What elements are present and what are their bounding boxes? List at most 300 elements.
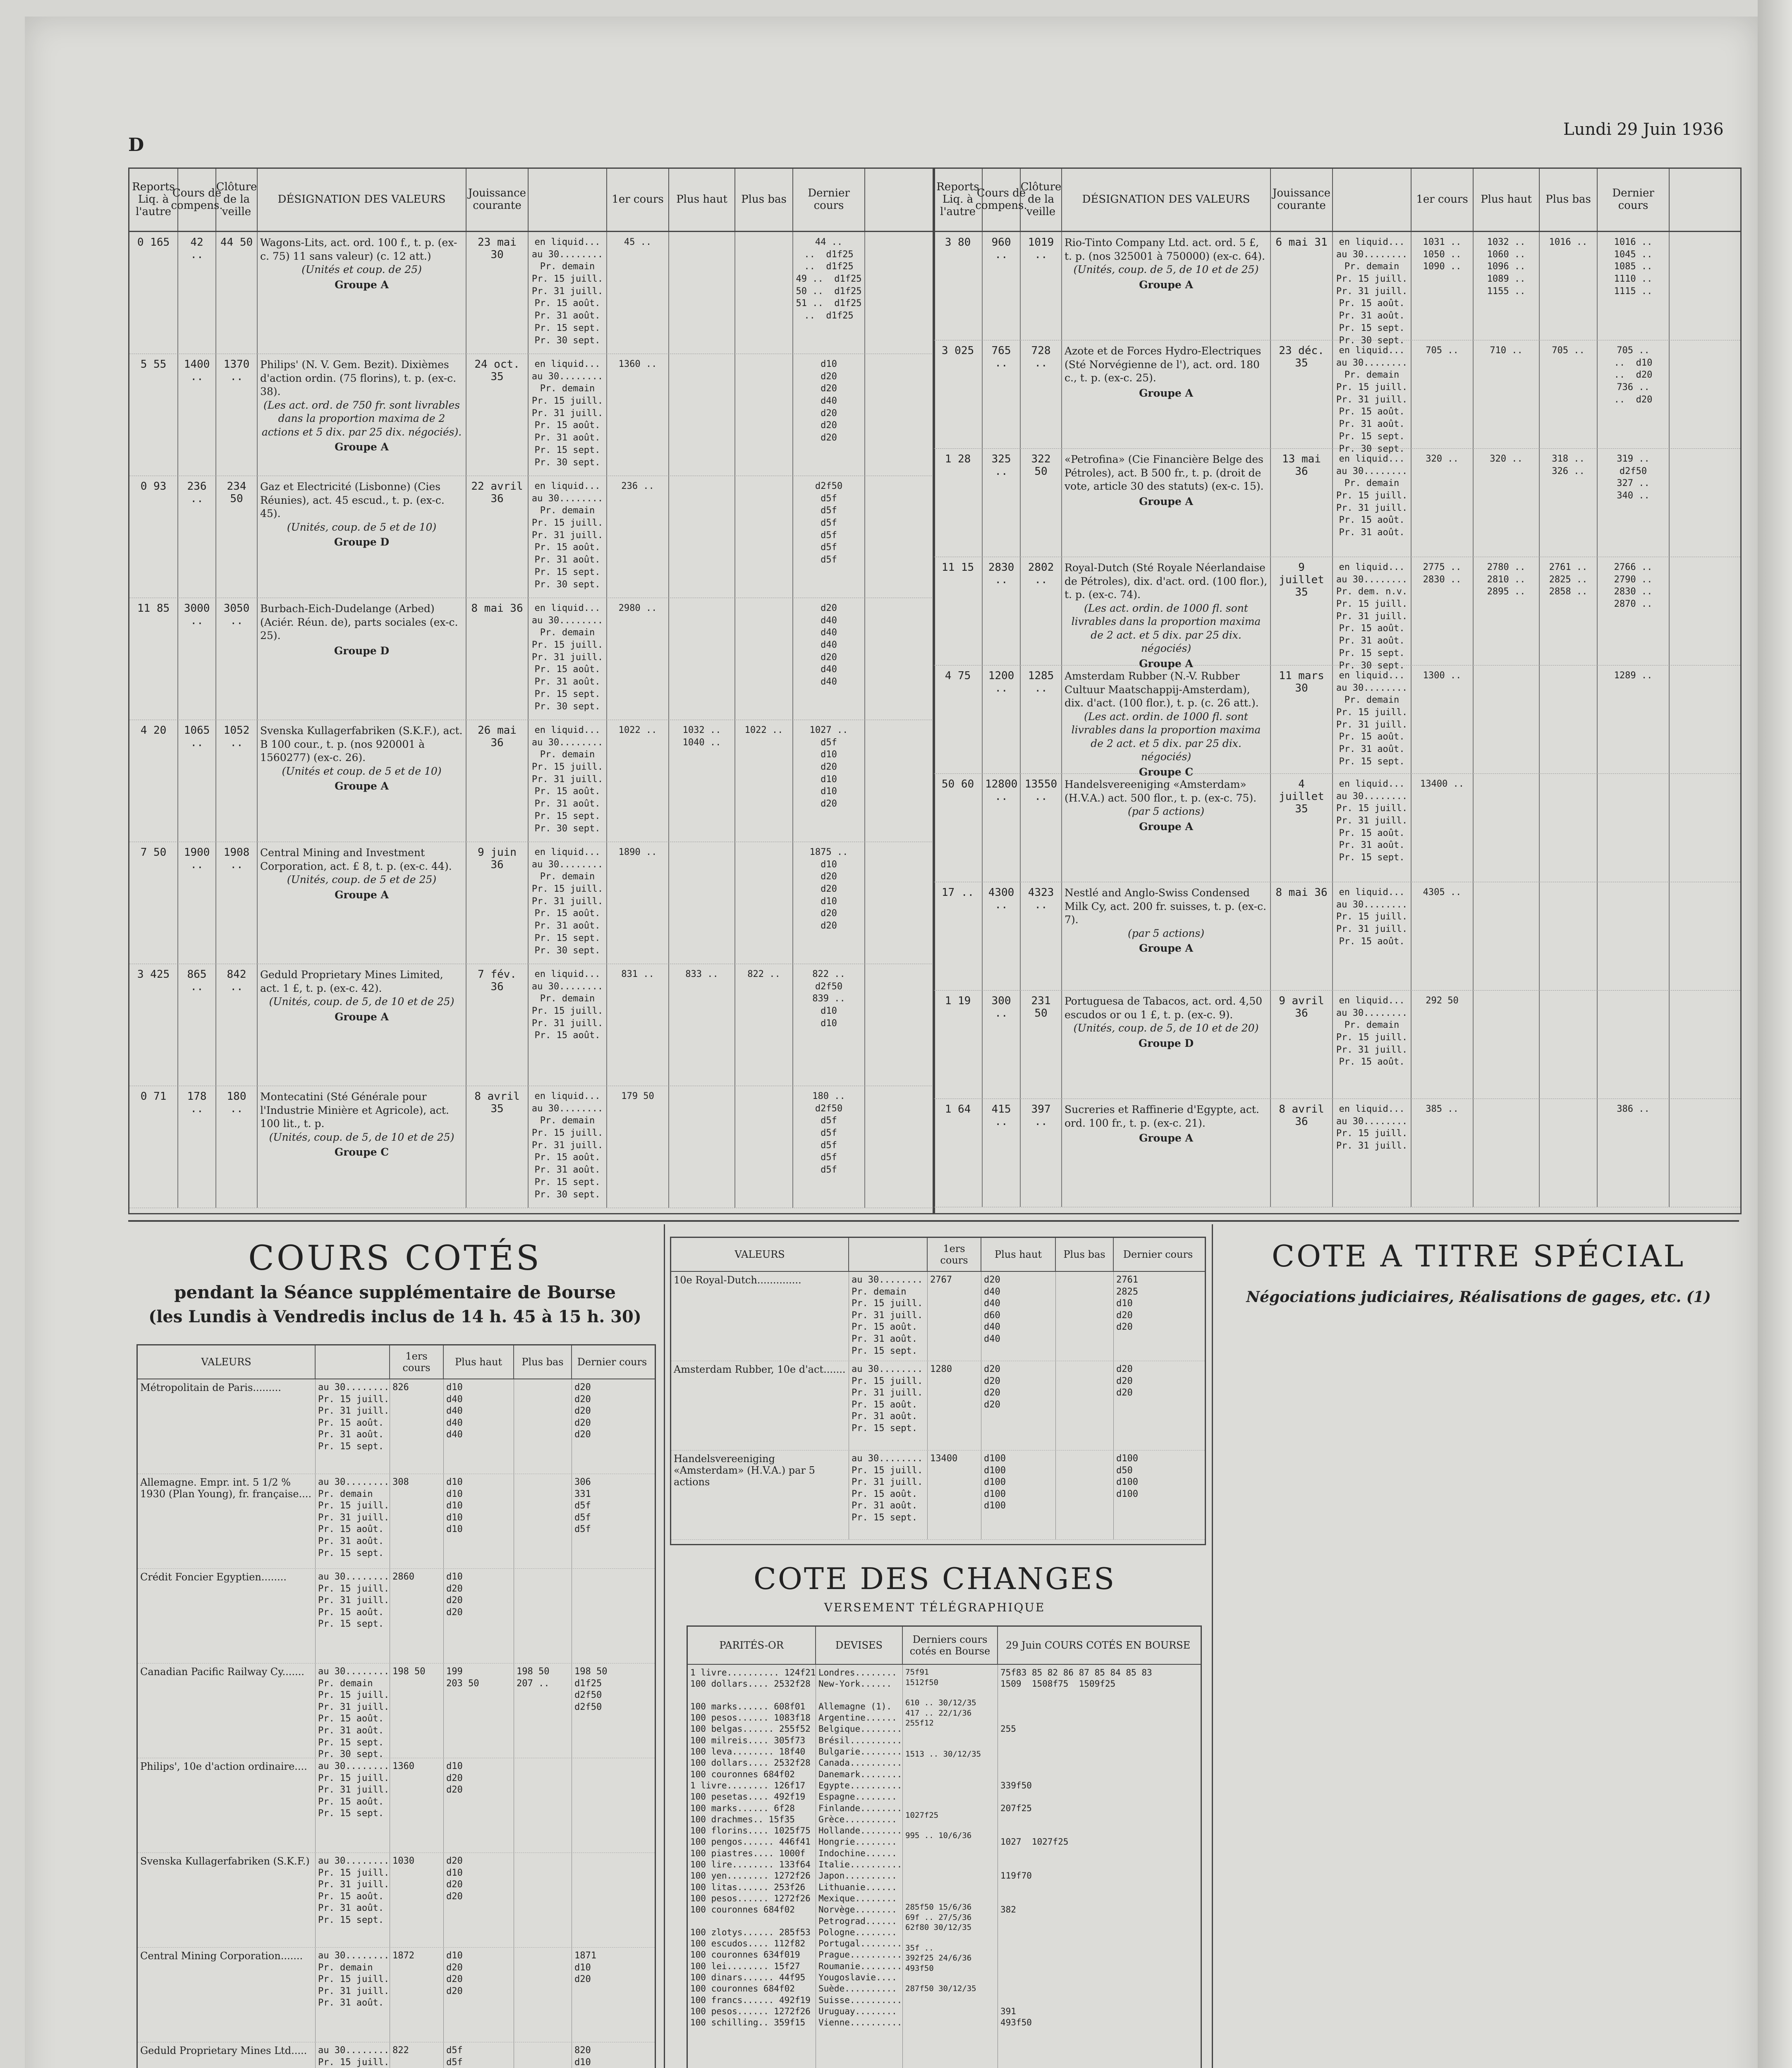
security-row: [934, 1099, 1740, 1207]
cell-haut: 1032 .. 1040 ..: [669, 720, 735, 842]
cell-dernier: 820 d10: [574, 2045, 591, 2068]
cell-cloture: 1019 ..: [1021, 232, 1062, 340]
main-table-left: [128, 168, 935, 1214]
column-header: Plus bas: [1540, 169, 1598, 231]
security-note: (Les act. ordin. de 1000 fl. sont livrables dans la proportion maxima de 2 act. et 5 dix. par 25 dix. négociés): [1071, 602, 1261, 654]
column-header: Plus haut: [669, 169, 735, 231]
security-group: Groupe D: [334, 536, 390, 548]
cell-dernier: 705 .. .. d10 .. d20 736 .. .. d20: [1598, 340, 1670, 448]
cell-first: 4305 ..: [1412, 882, 1474, 990]
cell-bas: [1056, 1450, 1114, 1539]
cell-first: 831 ..: [607, 964, 669, 1086]
changes-header-devises: DEVISES: [816, 1627, 903, 1664]
cell-jouis: 8 mai 36: [1271, 882, 1333, 990]
main-table-left-header: [129, 169, 934, 232]
cell-report: 4 20: [129, 720, 178, 842]
column-header: Cours de compens.: [983, 169, 1021, 231]
security-designation: [1062, 774, 1271, 882]
cell-compens: 415 ..: [983, 1099, 1021, 1207]
security-designation: [258, 720, 467, 842]
cours-cotes-table: [136, 1344, 656, 2068]
cell-first: 2767: [928, 1272, 981, 1361]
column-header: [316, 1345, 390, 1379]
security-group: Groupe A: [1139, 942, 1193, 954]
changes-parites: 1 livre.......... 124f21 100 dollars.... 2532f28 100 marks...... 608f01 100 pesos...... 1083f18 100 belgas...... 255f52 100 milreis.... 305f73 100 leva........ 18f40 100 dollars.... 2532f28 100 couronnes 684f02 1 livre........ 126f17 100 pesetas.... 492f19 100 marks...... 6f28 100 drachmes.. 15f35 100 florins.... 1025f75 100 pengos...... 446f41 100 piastres.... 1000f 100 lire........ 133f64 100 yen........ 1272f26 100 litas...... 253f26 100 pesos...... 1272f26 100 couronnes 684f02 100 zlotys...... 285f53 100 escudos.... 112f82 100 couronnes 634f019 100 lei........ 15f27 100 dinars...... 44f95 100 couronnes 684f02 100 francs...... 492f19 100 pesos...... 1272f26 100 schilling.. 359f15: [688, 1665, 816, 2068]
titre-special-title: COTE A TITRE SPÉCIAL: [1271, 1239, 1686, 1273]
quote-row: [138, 1758, 655, 1853]
cell-bas: [735, 476, 793, 598]
cell-terms: au 30........ Pr. 15 juill. Pr. 31 juill. Pr. 15 août. Pr. 31 août. Pr. 15 sept.: [316, 1853, 390, 1947]
cell-dernier: 822 .. d2f50 839 .. d10 d10: [793, 964, 865, 1086]
cell-haut: 833 ..: [669, 964, 735, 1086]
cell-jouis: 26 mai 36: [467, 720, 529, 842]
cell-bas: [735, 354, 793, 476]
cell-haut: d5f d5f: [444, 2042, 514, 2068]
main-table-right-header: [934, 169, 1740, 232]
security-name: Nestlé and Anglo-Swiss Condensed Milk Cy, act. 200 fr. suisses, t. p. (ex-c. 7).: [1065, 887, 1266, 926]
cell-first: 236 ..: [607, 476, 669, 598]
quote-row: [138, 1474, 655, 1569]
cell-haut: 199 203 50: [444, 1663, 514, 1758]
cell-report: 11 85: [129, 598, 178, 720]
cell-terms: en liquid... au 30........ Pr. dem. n.v. Pr. 15 juill. Pr. 31 juill. Pr. 15 août. Pr. 31 août. Pr. 15 sept. Pr. 30 sept.: [1333, 557, 1412, 665]
cell-compens: 1900 ..: [178, 842, 216, 964]
security-group: Groupe A: [335, 780, 389, 792]
cell-terms: au 30........ Pr. demain Pr. 15 juill. Pr. 31 juill. Pr. 31 août.: [316, 1948, 390, 2042]
cell-terms: en liquid... au 30........ Pr. demain Pr. 15 juill. Pr. 31 juill. Pr. 15 août. Pr. 31 août. Pr. 15 sept.: [1333, 665, 1412, 773]
cell-dernier: d20 d20 d20 d20 d20: [574, 1382, 591, 1440]
quote-row: [138, 1663, 655, 1758]
security-group: Groupe C: [1139, 766, 1194, 778]
security-name: Handelsvereeniging «Amsterdam» (H.V.A.) act. 500 flor., t. p. (ex-c. 75).: [1065, 778, 1257, 804]
cell-name: Handelsvereeniging «Amsterdam» (H.V.A.) par 5 actions: [671, 1450, 849, 1539]
cell-terms: en liquid... au 30........ Pr. demain Pr. 15 juill. Pr. 31 juill. Pr. 15 août.: [529, 964, 607, 1086]
cell-first: 45 ..: [607, 232, 669, 354]
cell-haut: d20 d40 d40 d60 d40 d40: [981, 1272, 1056, 1361]
cell-compens: 2830 ..: [983, 557, 1021, 665]
column-header: 1ers cours: [390, 1345, 444, 1379]
cell-jouis: 8 mai 36: [467, 598, 529, 720]
cell-haut: d10 d20 d20: [444, 1758, 514, 1853]
cell-terms: au 30........ Pr. demain Pr. 15 juill. Pr. 31 juill. Pr. 15 août. Pr. 31 août. Pr. 15 sept.: [316, 1474, 390, 1568]
column-header: Plus bas: [735, 169, 793, 231]
cell-bas: [1056, 1272, 1114, 1361]
column-header: Plus haut: [444, 1345, 514, 1379]
cell-cloture: 2802 ..: [1021, 557, 1062, 665]
security-group: Groupe A: [335, 1010, 389, 1023]
security-note: (Unités, coup. de 5, de 10 et de 25): [269, 996, 455, 1008]
cell-compens: 236 ..: [178, 476, 216, 598]
column-header: Plus haut: [981, 1238, 1056, 1271]
cell-compens: 1065 ..: [178, 720, 216, 842]
cell-cloture: 1908 ..: [216, 842, 258, 964]
cell-haut: [1474, 774, 1540, 882]
cell-report: 11 15: [934, 557, 983, 665]
security-name: Burbach-Eich-Dudelange (Arbed) (Aciér. Réun. de), parts sociales (ex-c. 25).: [260, 603, 458, 641]
cell-bas: 198 50 207 ..: [514, 1663, 572, 1758]
security-name: Sucreries et Raffinerie d'Egypte, act. ord. 100 fr., t. p. (ex-c. 21).: [1065, 1103, 1259, 1129]
cell-compens: 1400 ..: [178, 354, 216, 476]
cell-compens: 865 ..: [178, 964, 216, 1086]
security-designation: [258, 964, 467, 1086]
cell-bas: [514, 1853, 572, 1947]
cell-dernier: [572, 1853, 652, 1947]
cell-first: 1360: [390, 1758, 444, 1853]
cell-haut: [1474, 991, 1540, 1099]
cell-report: 17 ..: [934, 882, 983, 990]
cell-haut: 710 ..: [1474, 340, 1540, 448]
cell-name: Philips', 10e d'action ordinaire....: [138, 1758, 316, 1853]
security-note: (Unités, coup. de 5, de 10 et de 25): [1073, 263, 1259, 275]
cell-terms: en liquid... au 30........ Pr. demain Pr. 15 juill. Pr. 31 juill. Pr. 15 août. Pr. 31 août. Pr. 15 sept. Pr. 30 sept.: [529, 720, 607, 842]
column-header: VALEURS: [138, 1345, 316, 1379]
cell-dernier: d10 d20 d20 d40 d20 d20 d20: [793, 354, 865, 476]
cell-first: 1031 .. 1050 .. 1090 ..: [1412, 232, 1474, 340]
column-header: Reports Liq. à l'autre: [129, 169, 178, 231]
security-note: (par 5 actions): [1127, 805, 1205, 817]
cell-cloture: 180 ..: [216, 1086, 258, 1208]
cell-dernier: 1875 .. d10 d20 d20 d10 d20 d20: [793, 842, 865, 964]
column-header: Plus haut: [1474, 169, 1540, 231]
cell-haut: [669, 598, 735, 720]
cell-terms: en liquid... au 30........ Pr. demain Pr. 15 juill. Pr. 31 juill. Pr. 15 août. Pr. 31 août.: [1333, 449, 1412, 557]
cours-cotes-title: COURS COTÉS: [248, 1239, 542, 1278]
cell-name: Canadian Pacific Railway Cy.......: [138, 1663, 316, 1758]
cell-first: 198 50: [390, 1663, 444, 1758]
security-name: Central Mining and Investment Corporation, act. £ 8, t. p. (ex-c. 44).: [260, 847, 452, 872]
cell-first: 320 ..: [1412, 449, 1474, 557]
cell-haut: d20 d10 d20 d20: [444, 1853, 514, 1947]
cell-name: Crédit Foncier Egyptien........: [138, 1569, 316, 1663]
cell-bas: [514, 1474, 572, 1568]
cell-haut: 320 ..: [1474, 449, 1540, 557]
cell-jouis: 4 juillet 35: [1271, 774, 1333, 882]
security-row: [934, 557, 1740, 671]
cell-bas: [1056, 1361, 1114, 1450]
quote-row: [138, 1569, 655, 1663]
cell-report: 0 71: [129, 1086, 178, 1208]
column-divider-1: [664, 1224, 665, 2068]
security-designation: [1062, 449, 1271, 557]
cell-cloture: 4323 ..: [1021, 882, 1062, 990]
changes-derniers: 75f91 1512f50 610 .. 30/12/35 417 .. 22/1/36 255f12 1513 .. 30/12/35 1027f25 995 .. 10/6/36 285f50 15/6/36 69f .. 27/5/36 62f80 30/12/35 35f .. 392f25 24/6/36 493f50 287f50 30/12/35: [903, 1665, 998, 2068]
cell-haut: [669, 476, 735, 598]
cell-dernier: 1289 ..: [1598, 665, 1670, 773]
cell-haut: [669, 1086, 735, 1208]
cell-bas: 1016 ..: [1540, 232, 1598, 340]
cell-jouis: 23 mai 30: [467, 232, 529, 354]
main-table-left-body: [129, 232, 934, 1208]
cell-report: 4 75: [934, 665, 983, 773]
cell-cloture: 397 ..: [1021, 1099, 1062, 1207]
cell-report: 3 025: [934, 340, 983, 448]
cell-terms: en liquid... au 30........ Pr. demain Pr. 15 juill. Pr. 31 juill. Pr. 15 août. Pr. 31 août. Pr. 15 sept. Pr. 30 sept.: [529, 354, 607, 476]
cell-first: 1030: [390, 1853, 444, 1947]
cell-jouis: 9 juillet 35: [1271, 557, 1333, 665]
cell-report: 3 80: [934, 232, 983, 340]
column-header: Plus bas: [514, 1345, 572, 1379]
security-designation: [258, 842, 467, 964]
cell-terms: en liquid... au 30........ Pr. demain Pr. 15 juill. Pr. 31 juill. Pr. 15 août. Pr. 31 août. Pr. 15 sept. Pr. 30 sept.: [529, 232, 607, 354]
column-divider-2: [1212, 1224, 1213, 2068]
cell-jouis: 7 fév. 36: [467, 964, 529, 1086]
cell-bas: [1540, 665, 1598, 773]
cell-terms: en liquid... au 30........ Pr. demain Pr. 15 juill. Pr. 31 juill. Pr. 15 août. Pr. 31 août. Pr. 15 sept. Pr. 30 sept.: [529, 842, 607, 964]
cell-dernier: 198 50 d1f25 d2f50 d2f50: [574, 1666, 608, 1712]
security-note: (Unités, coup. de 5 et de 25): [287, 874, 437, 886]
security-designation: [1062, 340, 1271, 448]
cell-cloture: 3050 ..: [216, 598, 258, 720]
column-header: Clôture de la veille: [1021, 169, 1062, 231]
cell-report: 0 93: [129, 476, 178, 598]
cell-first: 705 ..: [1412, 340, 1474, 448]
cell-dernier: d20 d20 d20: [1116, 1364, 1133, 1398]
cell-haut: [669, 354, 735, 476]
cell-dernier: [1598, 991, 1670, 1099]
cell-dernier: 319 .. d2f50 327 .. 340 ..: [1598, 449, 1670, 557]
cell-first: 1022 ..: [607, 720, 669, 842]
cell-bas: 822 ..: [735, 964, 793, 1086]
cell-first: 292 50: [1412, 991, 1474, 1099]
security-note: (Unités et coup. de 5 et de 10): [282, 765, 442, 777]
security-designation: [1062, 557, 1271, 670]
cell-bas: 1022 ..: [735, 720, 793, 842]
cell-terms: en liquid... au 30........ Pr. demain Pr. 15 juill. Pr. 31 juill. Pr. 15 août. Pr. 31 août. Pr. 15 sept. Pr. 30 sept.: [1333, 232, 1412, 340]
cell-compens: 12800 ..: [983, 774, 1021, 882]
quote-row: [138, 1948, 655, 2042]
cours-cotes-hours: (les Lundis à Vendredis inclus de 14 h. 45 à 15 h. 30): [148, 1307, 641, 1326]
cell-haut: [669, 842, 735, 964]
cell-haut: [1474, 1099, 1540, 1207]
security-row: [129, 476, 934, 598]
cell-dernier: d2f50 d5f d5f d5f d5f d5f d5f: [793, 476, 865, 598]
security-row: [129, 354, 934, 476]
security-group: Groupe A: [1139, 1132, 1193, 1144]
column-header: [1333, 169, 1412, 231]
cell-report: 7 50: [129, 842, 178, 964]
changes-title: COTE DES CHANGES: [753, 1561, 1116, 1596]
cell-compens: 42 ..: [178, 232, 216, 354]
cell-cloture: 1370 ..: [216, 354, 258, 476]
cell-jouis: 24 oct. 35: [467, 354, 529, 476]
cell-compens: 300 ..: [983, 991, 1021, 1099]
cell-dernier: d20 d40 d40 d40 d20 d40 d40: [793, 598, 865, 720]
cell-jouis: 23 déc. 35: [1271, 340, 1333, 448]
column-header: Plus bas: [1056, 1238, 1114, 1271]
cell-terms: en liquid... au 30........ Pr. demain Pr. 15 juill. Pr. 31 juill. Pr. 15 août. Pr. 31 août. Pr. 15 sept. Pr. 30 sept.: [529, 1086, 607, 1208]
cell-cloture: 842 ..: [216, 964, 258, 1086]
cell-haut: d10 d10 d10 d10 d10: [444, 1474, 514, 1568]
security-name: Amsterdam Rubber (N.-V. Rubber Cultuur Maatschappij-Amsterdam), dix. d'act. (100 flor.), t. p. (c. 26 att.).: [1065, 670, 1259, 709]
quote-row: [138, 2042, 655, 2068]
cours-cotes-subtitle: pendant la Séance supplémentaire de Bourse: [174, 1282, 616, 1302]
cell-terms: en liquid... au 30........ Pr. demain Pr. 15 juill. Pr. 31 juill. Pr. 15 août. Pr. 31 août. Pr. 15 sept. Pr. 30 sept.: [1333, 340, 1412, 448]
security-note: (Les act. ord. de 750 fr. sont livrables dans la proportion maxima de 2 actions et 5 dix. par 25 dix. négociés).: [261, 399, 462, 438]
security-group: Groupe A: [335, 441, 389, 453]
cell-compens: 1200 ..: [983, 665, 1021, 773]
cell-dernier: 44 .. .. d1f25 .. d1f25 49 .. d1f25 50 .. d1f25 51 .. d1f25 .. d1f25: [793, 232, 865, 354]
security-row: [934, 882, 1740, 991]
column-header: Jouissance courante: [1271, 169, 1333, 231]
cell-name: Allemagne. Empr. int. 5 1/2 % 1930 (Plan Young), fr. française....: [138, 1474, 316, 1568]
column-header: Reports Liq. à l'autre: [934, 169, 983, 231]
quote-row: [138, 1379, 655, 1474]
cell-haut: [1474, 665, 1540, 773]
cell-report: 1 28: [934, 449, 983, 557]
cell-bas: [514, 1948, 572, 2042]
cours-cotes-continued-body: [671, 1272, 1205, 1540]
cell-first: 308: [390, 1474, 444, 1568]
cell-compens: 4300 ..: [983, 882, 1021, 990]
cell-jouis: 13 mai 36: [1271, 449, 1333, 557]
changes-cours29: 75f83 85 82 86 87 85 84 85 83 1509 1508f75 1509f25 255 339f50 207f25 1027 1027f25 119f70 382 391 493f50: [1000, 1668, 1152, 2028]
changes-header-cours: 29 Juin COURS COTÉS EN BOURSE: [1005, 1640, 1191, 1651]
cell-dernier: [1598, 774, 1670, 882]
cell-bas: [1540, 1099, 1598, 1207]
column-header: [529, 169, 607, 231]
cell-bas: [735, 598, 793, 720]
cell-cloture: 234 50: [216, 476, 258, 598]
security-note: (Unités, coup. de 5, de 10 et de 25): [269, 1131, 455, 1143]
changes-subtitle: VERSEMENT TÉLÉGRAPHIQUE: [824, 1601, 1046, 1614]
cell-dernier: 2766 .. 2790 .. 2830 .. 2870 ..: [1598, 557, 1670, 665]
cell-name: Svenska Kullagerfabriken (S.K.F.): [138, 1853, 316, 1947]
quote-row: [138, 1853, 655, 1948]
cell-first: 2980 ..: [607, 598, 669, 720]
cours-cotes-body: [138, 1379, 655, 2068]
cell-terms: en liquid... au 30........ Pr. demain Pr. 15 juill. Pr. 31 juill. Pr. 15 août.: [1333, 991, 1412, 1099]
column-header: DÉSIGNATION DES VALEURS: [1062, 169, 1271, 231]
cell-haut: d10 d40 d40 d40 d40: [444, 1379, 514, 1474]
security-note: (Les act. ordin. de 1000 fl. sont livrables dans la proportion maxima de 2 act. et 5 dix. par 25 dix. négociés): [1071, 710, 1261, 763]
cell-name: Central Mining Corporation.......: [138, 1948, 316, 2042]
cell-terms: au 30........ Pr. 15 juill. Pr. 31 juill. Pr. 15 août. Pr. 31 août. Pr. 15 sept.: [849, 1450, 928, 1539]
cell-bas: 318 .. 326 ..: [1540, 449, 1598, 557]
column-header: DÉSIGNATION DES VALEURS: [258, 169, 467, 231]
security-designation: [1062, 882, 1271, 990]
cell-compens: 960 ..: [983, 232, 1021, 340]
cell-haut: [1474, 882, 1540, 990]
security-row: [934, 232, 1740, 346]
security-group: Groupe A: [1139, 820, 1193, 833]
cell-jouis: 8 avril 36: [1271, 1099, 1333, 1207]
cell-cloture: 1052 ..: [216, 720, 258, 842]
security-designation: [258, 598, 467, 720]
cell-bas: [735, 1086, 793, 1208]
cell-bas: [1540, 882, 1598, 990]
cell-first: 826: [390, 1379, 444, 1474]
quote-row: [671, 1272, 1205, 1361]
security-note: (Unités et coup. de 25): [301, 263, 422, 275]
cell-first: 822: [390, 2042, 444, 2068]
cell-compens: 325 ..: [983, 449, 1021, 557]
section-divider: [128, 1220, 1739, 1222]
cell-jouis: 9 juin 36: [467, 842, 529, 964]
column-header: Clôture de la veille: [216, 169, 258, 231]
cell-report: 50 60: [934, 774, 983, 882]
cell-terms: au 30........ Pr. 15 juill.: [316, 2042, 390, 2068]
cell-terms: en liquid... au 30........ Pr. 15 juill. Pr. 31 juill.: [1333, 1099, 1412, 1207]
cell-report: 0 165: [129, 232, 178, 354]
column-header: Dernier cours: [793, 169, 865, 231]
security-name: Montecatini (Sté Générale pour l'Industrie Minière et Agricole), act. 100 lit., t. p.: [260, 1091, 449, 1130]
cell-haut: 2780 .. 2810 .. 2895 ..: [1474, 557, 1540, 665]
security-name: Philips' (N. V. Gem. Bezit). Dixièmes d'action ordin. (75 florins), t. p. (ex-c. 38).: [260, 359, 457, 397]
changes-body: [688, 1665, 1201, 2068]
cell-report: 5 55: [129, 354, 178, 476]
cell-haut: d10 d20 d20 d20: [444, 1569, 514, 1663]
cell-dernier: 1016 .. 1045 .. 1085 .. 1110 .. 1115 ..: [1598, 232, 1670, 340]
column-header: Cours de compens.: [178, 169, 216, 231]
column-header: Jouissance courante: [467, 169, 529, 231]
security-note: (Unités, coup. de 5 et de 10): [287, 521, 437, 533]
cell-terms: au 30........ Pr. 15 juill. Pr. 31 juill. Pr. 15 août. Pr. 15 sept.: [316, 1569, 390, 1663]
cell-terms: au 30........ Pr. demain Pr. 15 juill. Pr. 31 juill. Pr. 15 août. Pr. 31 août. Pr. 15 sept. Pr. 30 sept.: [316, 1663, 390, 1758]
cell-first: 1280: [928, 1361, 981, 1450]
cell-bas: [735, 232, 793, 354]
security-group: Groupe D: [334, 644, 390, 657]
cell-terms: en liquid... au 30........ Pr. demain Pr. 15 juill. Pr. 31 juill. Pr. 15 août. Pr. 31 août. Pr. 15 sept. Pr. 30 sept.: [529, 476, 607, 598]
cell-cloture: 728 ..: [1021, 340, 1062, 448]
cell-jouis: 22 avril 36: [467, 476, 529, 598]
cell-bas: 2761 .. 2825 .. 2858 ..: [1540, 557, 1598, 665]
cell-dernier: 306 331 d5f d5f d5f: [574, 1477, 591, 1535]
page-edge: [1758, 0, 1792, 2068]
cell-compens: 765 ..: [983, 340, 1021, 448]
security-designation: [1062, 1099, 1271, 1207]
cell-bas: [1540, 774, 1598, 882]
security-row: [934, 449, 1740, 557]
cell-report: 1 19: [934, 991, 983, 1099]
cell-terms: en liquid... au 30........ Pr. demain Pr. 15 juill. Pr. 31 juill. Pr. 15 août. Pr. 31 août. Pr. 15 sept. Pr. 30 sept.: [529, 598, 607, 720]
cell-name: Geduld Proprietary Mines Ltd.....: [138, 2042, 316, 2068]
page-date: Lundi 29 Juin 1936: [1563, 120, 1724, 139]
main-table-right: [933, 168, 1742, 1214]
security-group: Groupe A: [1139, 387, 1193, 399]
cell-first: 2860: [390, 1569, 444, 1663]
security-row: [129, 964, 934, 1086]
quote-row: [671, 1361, 1205, 1450]
cell-jouis: 11 mars 30: [1271, 665, 1333, 773]
security-row: [129, 720, 934, 842]
security-row: [934, 665, 1740, 778]
cell-dernier: 1027 .. d5f d10 d20 d10 d10 d20: [793, 720, 865, 842]
column-header: Dernier cours: [1598, 169, 1670, 231]
cell-jouis: 6 mai 31: [1271, 232, 1333, 340]
cell-first: 179 50: [607, 1086, 669, 1208]
cell-bas: [1540, 991, 1598, 1099]
cours-cotes-continued-header: [671, 1238, 1205, 1272]
column-header: Dernier cours: [1123, 1249, 1193, 1260]
security-group: Groupe A: [335, 888, 389, 901]
security-name: Royal-Dutch (Sté Royale Néerlandaise de Pétroles), dix. d'act. ord. (100 flor.), t. p. (ex-c. 74).: [1065, 562, 1268, 601]
cell-cloture: 322 50: [1021, 449, 1062, 557]
cell-first: 1872: [390, 1948, 444, 2042]
cell-bas: [514, 2042, 572, 2068]
cell-dernier: 386 ..: [1598, 1099, 1670, 1207]
changes-devises: Londres........ New-York...... Allemagne (1). Argentine...... Belgique........ Brésil.......... Bulgarie........ Canada.......... Danemark........ Egypte.......... Espagne........ Finlande........ Grèce.......... Hollande........ Hongrie........ Indochine...... Italie.......... Japon.......... Lithuanie...... Mexique........ Norvège........ Petrograd...... Pologne........ Portugal........ Prague.......... Roumanie........ Yougoslavie.... Suède.......... Suisse.......... Uruguay........ Vienne..........: [816, 1665, 903, 2068]
security-row: [129, 598, 934, 720]
cell-report: 1 64: [934, 1099, 983, 1207]
cell-bas: [514, 1379, 572, 1474]
main-table-right-body: [934, 232, 1740, 1207]
cell-report: 3 425: [129, 964, 178, 1086]
cell-dernier: [572, 1569, 652, 1663]
cell-terms: au 30........ Pr. demain Pr. 15 juill. Pr. 31 juill. Pr. 15 août. Pr. 31 août. Pr. 15 sept.: [849, 1272, 928, 1361]
cell-terms: au 30........ Pr. 15 juill. Pr. 31 juill. Pr. 15 août. Pr. 31 août. Pr. 15 sept.: [316, 1379, 390, 1474]
security-name: Geduld Proprietary Mines Limited, act. 1 £, t. p. (ex-c. 42).: [260, 969, 443, 994]
cell-cloture: 231 50: [1021, 991, 1062, 1099]
